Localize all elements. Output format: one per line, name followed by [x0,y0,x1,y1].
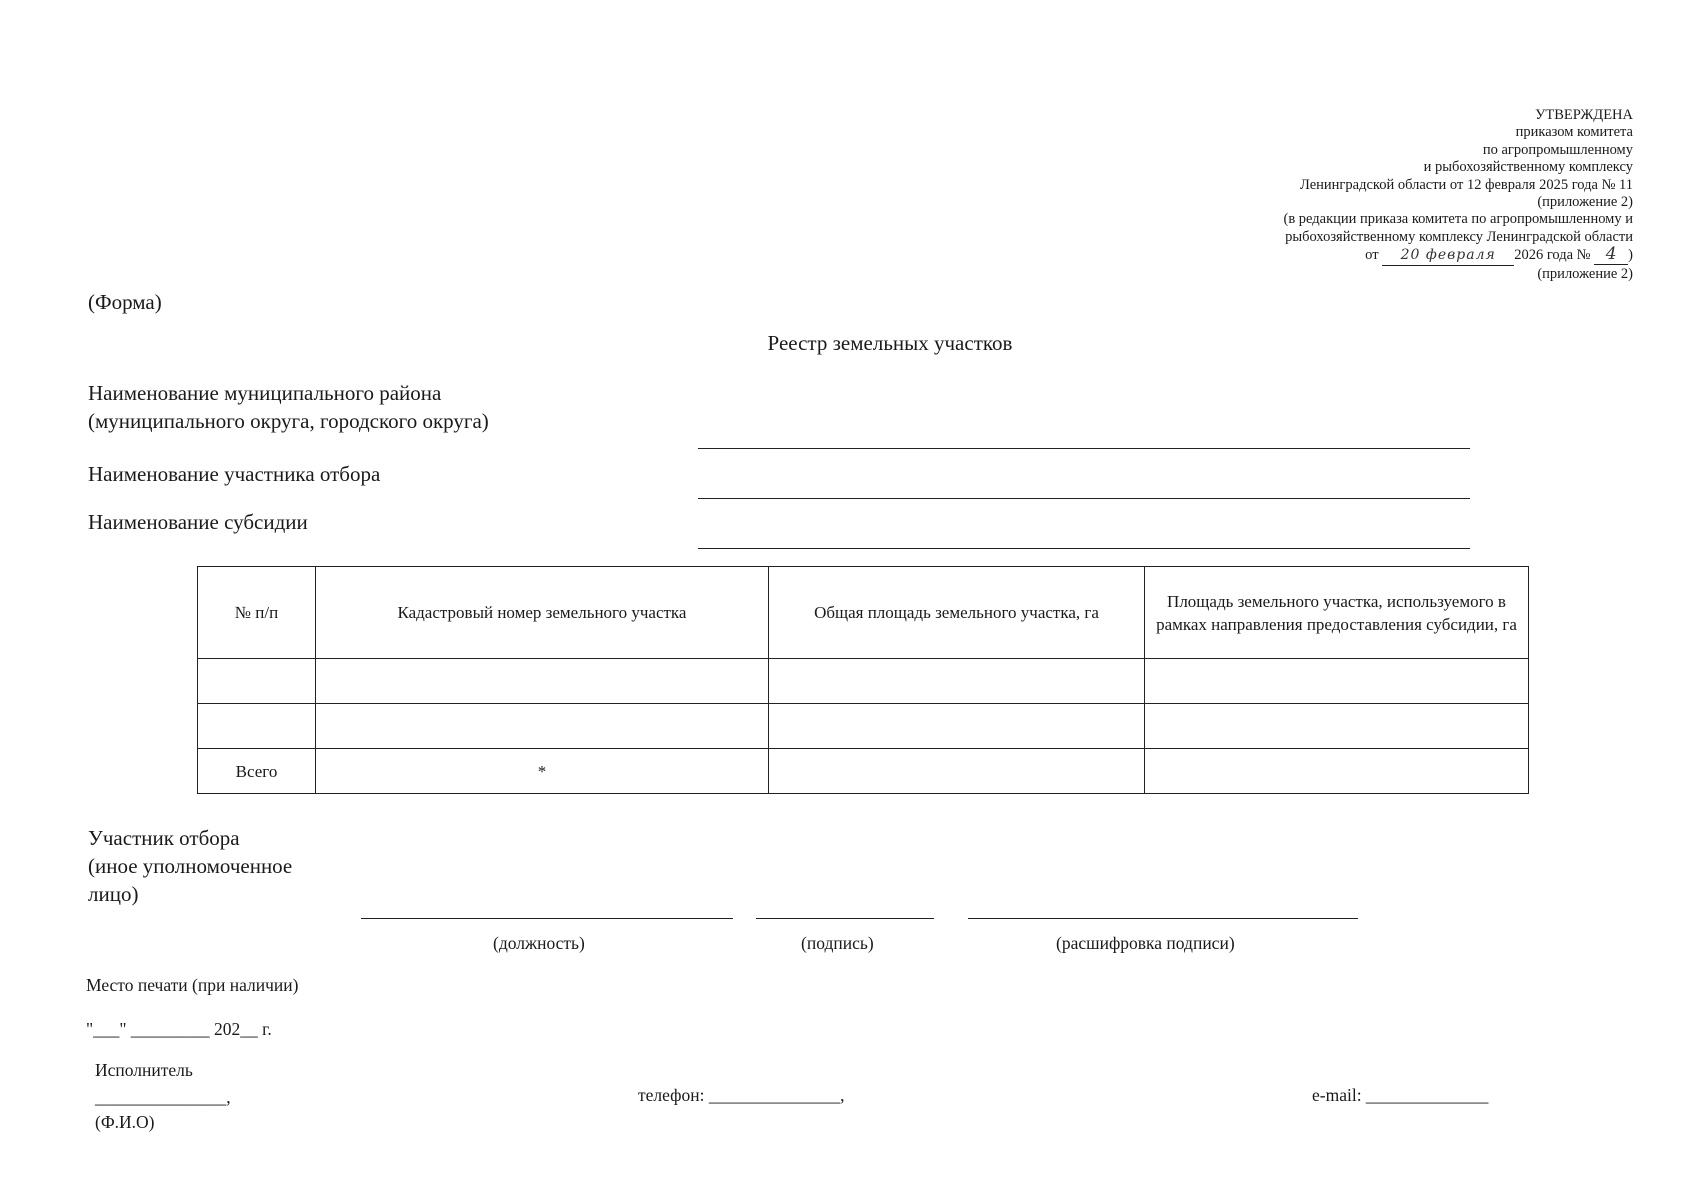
handwritten-date: 20 февраля [1382,247,1514,265]
form-label: (Форма) [88,290,162,314]
table-cell[interactable] [316,659,769,704]
email-line[interactable]: e-mail: ______________ [1312,1085,1489,1105]
table-cell[interactable] [769,659,1145,704]
subsidy-label: Наименование субсидии [88,510,308,534]
column-header: № п/п [198,567,316,659]
table-header-row [198,567,1529,659]
table-cell[interactable] [769,704,1145,749]
position-caption: (должность) [493,933,585,953]
municipality-label-line1: Наименование муниципального района [88,381,442,405]
date-line[interactable]: "___" _________ 202__ г. [86,1019,272,1039]
approval-line: по агропромышленному [1482,141,1633,158]
appendix-label: (приложение 2) [1537,265,1633,282]
decoding-caption: (расшифровка подписи) [1056,933,1235,953]
date-suffix: 2026 года № [1514,247,1591,264]
close-paren: ) [1628,247,1633,264]
column-header: Общая площадь земельного участка, га [769,567,1145,659]
approval-line: рыбохозяйственному комплексу Ленинградской области [1285,228,1633,245]
subsidy-fill-line[interactable] [698,548,1470,549]
total-row [198,749,1529,794]
position-fill-line[interactable] [361,918,733,919]
total-cadastral-cell: * [316,749,769,794]
table-cell[interactable] [198,659,316,704]
decoding-fill-line[interactable] [968,918,1358,919]
signatory-line1: Участник отбора [88,826,240,850]
registry-table [197,566,1529,794]
signatory-line3: лицо) [88,882,139,906]
signature-caption: (подпись) [801,933,874,953]
executor-name-caption: (Ф.И.О) [95,1112,155,1132]
approval-line: УТВЕРЖДЕНА [1535,107,1633,123]
page-title: Реестр земельных участков [767,331,1013,355]
table-cell[interactable] [316,704,769,749]
signatory-line2: (иное уполномоченное [88,854,293,878]
table-cell[interactable] [1145,659,1529,704]
executor-label: Исполнитель [95,1060,193,1080]
total-label: Всего [198,749,316,794]
approval-line: (в редакции приказа комитета по агропромышленному и [1283,211,1633,228]
total-used-area-cell[interactable] [1145,749,1529,794]
handwritten-number: 4 [1594,246,1628,264]
municipality-label [88,379,489,435]
total-area-cell[interactable] [769,749,1145,794]
table-row [198,659,1529,704]
table-cell[interactable] [1145,704,1529,749]
stamp-label: Место печати (при наличии) [86,975,299,995]
approval-line: и рыбохозяйственному комплексу [1423,159,1633,176]
phone-line[interactable]: телефон: _______________, [638,1085,845,1105]
municipality-label-line2: (муниципального округа, городского округа) [88,409,489,433]
participant-label: Наименование участника отбора [88,462,381,486]
executor-name-line[interactable]: _______________, [95,1087,231,1107]
municipality-fill-line[interactable] [698,448,1470,449]
approval-line: приказом комитета [1515,124,1633,141]
approval-line: Ленинградской области от 12 февраля 2025 года № 11 [1299,176,1633,193]
signatory-label [88,824,292,908]
signature-fill-line[interactable] [756,918,934,919]
table-row [198,704,1529,749]
participant-fill-line[interactable] [698,498,1470,499]
approval-line: (приложение 2) [1537,194,1633,211]
table-cell[interactable] [198,704,316,749]
approval-block [1073,107,1633,283]
amendment-date-line [1073,246,1633,265]
column-header: Кадастровый номер земельного участка [316,567,769,659]
column-header: Площадь земельного участка, используемого в рамках направления предоставления субсидии, га [1145,567,1529,659]
date-prefix: от [1365,247,1379,264]
